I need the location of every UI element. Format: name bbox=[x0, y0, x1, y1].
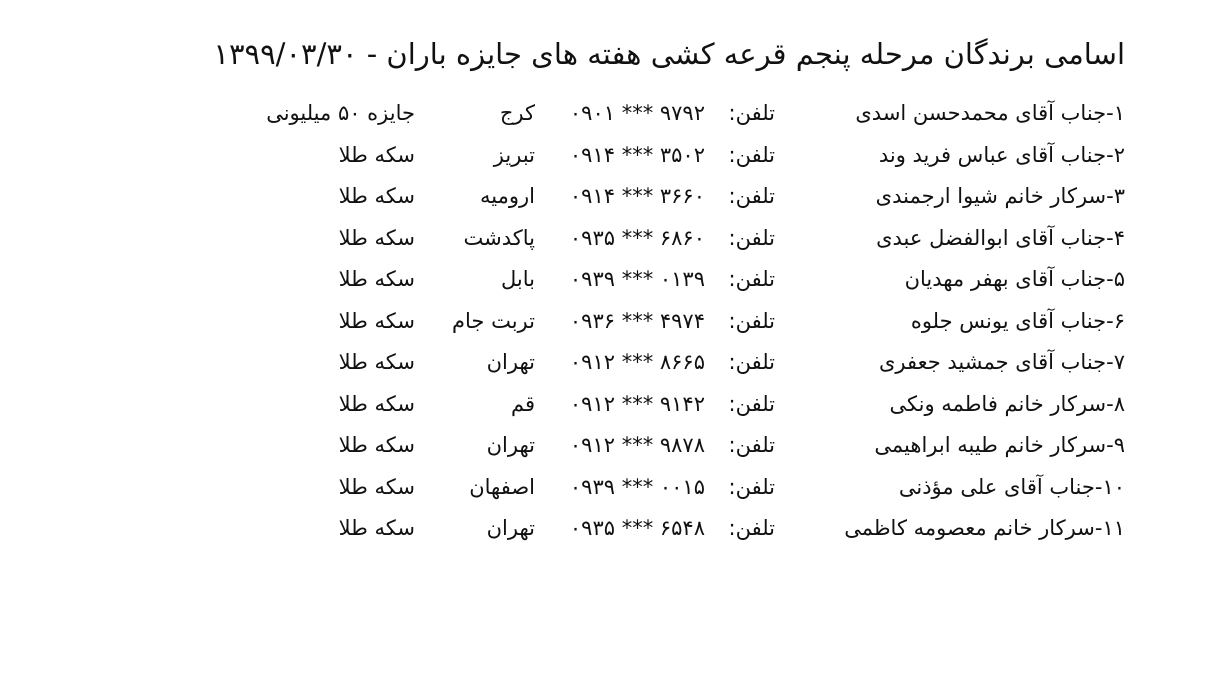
winner-phone: ۰۹۱۲ *** ۹۱۴۲ bbox=[569, 391, 705, 416]
winner-phone: ۰۹۱۲ *** ۸۶۶۵ bbox=[569, 350, 705, 374]
winner-city: ارومیه bbox=[480, 184, 535, 208]
winner-name: ۵-جناب آقای بهفر مهدیان bbox=[904, 267, 1125, 291]
winner-row bbox=[0, 93, 1211, 135]
winner-city: تهران bbox=[486, 433, 535, 457]
winner-prize: سکه طلا bbox=[338, 433, 415, 457]
phone-label: تلفن: bbox=[728, 101, 775, 125]
winner-city: کرج bbox=[499, 101, 535, 125]
winner-row bbox=[0, 508, 1211, 550]
winner-phone: ۰۹۳۹ *** ۰۱۳۹ bbox=[569, 267, 705, 291]
winner-name: ۱۱-سرکار خانم معصومه کاظمی bbox=[844, 516, 1125, 540]
winner-phone: ۰۹۱۲ *** ۹۸۷۸ bbox=[569, 433, 705, 457]
winner-city: پاکدشت bbox=[463, 225, 535, 250]
winner-phone: ۰۹۰۱ *** ۹۷۹۲ bbox=[569, 101, 705, 125]
winner-city: تهران bbox=[486, 350, 535, 374]
winner-row bbox=[0, 301, 1211, 343]
winner-city: تهران bbox=[486, 516, 535, 540]
winner-name: ۷-جناب آقای جمشید جعفری bbox=[878, 350, 1125, 374]
winner-phone: ۰۹۳۵ *** ۶۸۶۰ bbox=[569, 225, 705, 250]
winner-row bbox=[0, 425, 1211, 467]
winner-name: ۴-جناب آقای ابوالفضل عبدی bbox=[876, 225, 1125, 250]
winner-name: ۹-سرکار خانم طیبه ابراهیمی bbox=[874, 433, 1125, 457]
winner-prize: سکه طلا bbox=[338, 308, 415, 333]
phone-label: تلفن: bbox=[728, 433, 775, 457]
phone-label: تلفن: bbox=[728, 225, 775, 250]
winner-prize: سکه طلا bbox=[338, 391, 415, 416]
winner-phone: ۰۹۳۹ *** ۰۰۱۵ bbox=[569, 474, 705, 499]
winner-row bbox=[0, 176, 1211, 218]
winner-phone: ۰۹۳۶ *** ۴۹۷۴ bbox=[569, 308, 705, 333]
phone-label: تلفن: bbox=[728, 308, 775, 333]
phone-label: تلفن: bbox=[728, 516, 775, 540]
winner-prize: سکه طلا bbox=[338, 267, 415, 291]
winner-row bbox=[0, 384, 1211, 426]
winner-row bbox=[0, 218, 1211, 260]
winner-row bbox=[0, 135, 1211, 177]
winner-prize: سکه طلا bbox=[338, 516, 415, 540]
winner-city: بابل bbox=[501, 267, 535, 291]
winner-city: تبریز bbox=[493, 142, 535, 167]
phone-label: تلفن: bbox=[728, 142, 775, 167]
winners-list bbox=[0, 93, 1211, 550]
winner-name: ۱۰-جناب آقای علی مؤذنی bbox=[898, 474, 1125, 499]
winner-row bbox=[0, 342, 1211, 384]
winner-prize: سکه طلا bbox=[338, 350, 415, 374]
winner-name: ۸-سرکار خانم فاطمه ونکی bbox=[889, 391, 1125, 416]
phone-label: تلفن: bbox=[728, 474, 775, 499]
winner-city: تربت جام bbox=[452, 308, 535, 333]
winner-name: ۳-سرکار خانم شیوا ارجمندی bbox=[875, 184, 1125, 208]
winner-prize: سکه طلا bbox=[338, 142, 415, 167]
winner-city: اصفهان bbox=[469, 474, 535, 499]
winner-prize: سکه طلا bbox=[338, 184, 415, 208]
winner-row bbox=[0, 259, 1211, 301]
winner-row bbox=[0, 467, 1211, 509]
winner-prize: سکه طلا bbox=[338, 225, 415, 250]
phone-label: تلفن: bbox=[728, 391, 775, 416]
winner-phone: ۰۹۱۴ *** ۳۵۰۲ bbox=[569, 142, 705, 167]
winner-name: ۲-جناب آقای عباس فرید وند bbox=[878, 142, 1125, 167]
winner-phone: ۰۹۳۵ *** ۶۵۴۸ bbox=[569, 516, 705, 540]
winner-phone: ۰۹۱۴ *** ۳۶۶۰ bbox=[569, 184, 705, 208]
phone-label: تلفن: bbox=[728, 184, 775, 208]
winner-city: قم bbox=[510, 391, 535, 416]
winner-prize: سکه طلا bbox=[338, 474, 415, 499]
phone-label: تلفن: bbox=[728, 350, 775, 374]
page-title: اسامی برندگان مرحله پنجم قرعه کشی هفته های جایزه باران - ۱۳۹۹/۰۳/۳۰ bbox=[213, 37, 1125, 71]
winner-prize: جایزه ۵۰ میلیونی bbox=[266, 101, 415, 125]
winner-name: ۱-جناب آقای محمدحسن اسدی bbox=[855, 101, 1125, 125]
phone-label: تلفن: bbox=[728, 267, 775, 291]
winner-name: ۶-جناب آقای یونس جلوه bbox=[910, 308, 1125, 333]
